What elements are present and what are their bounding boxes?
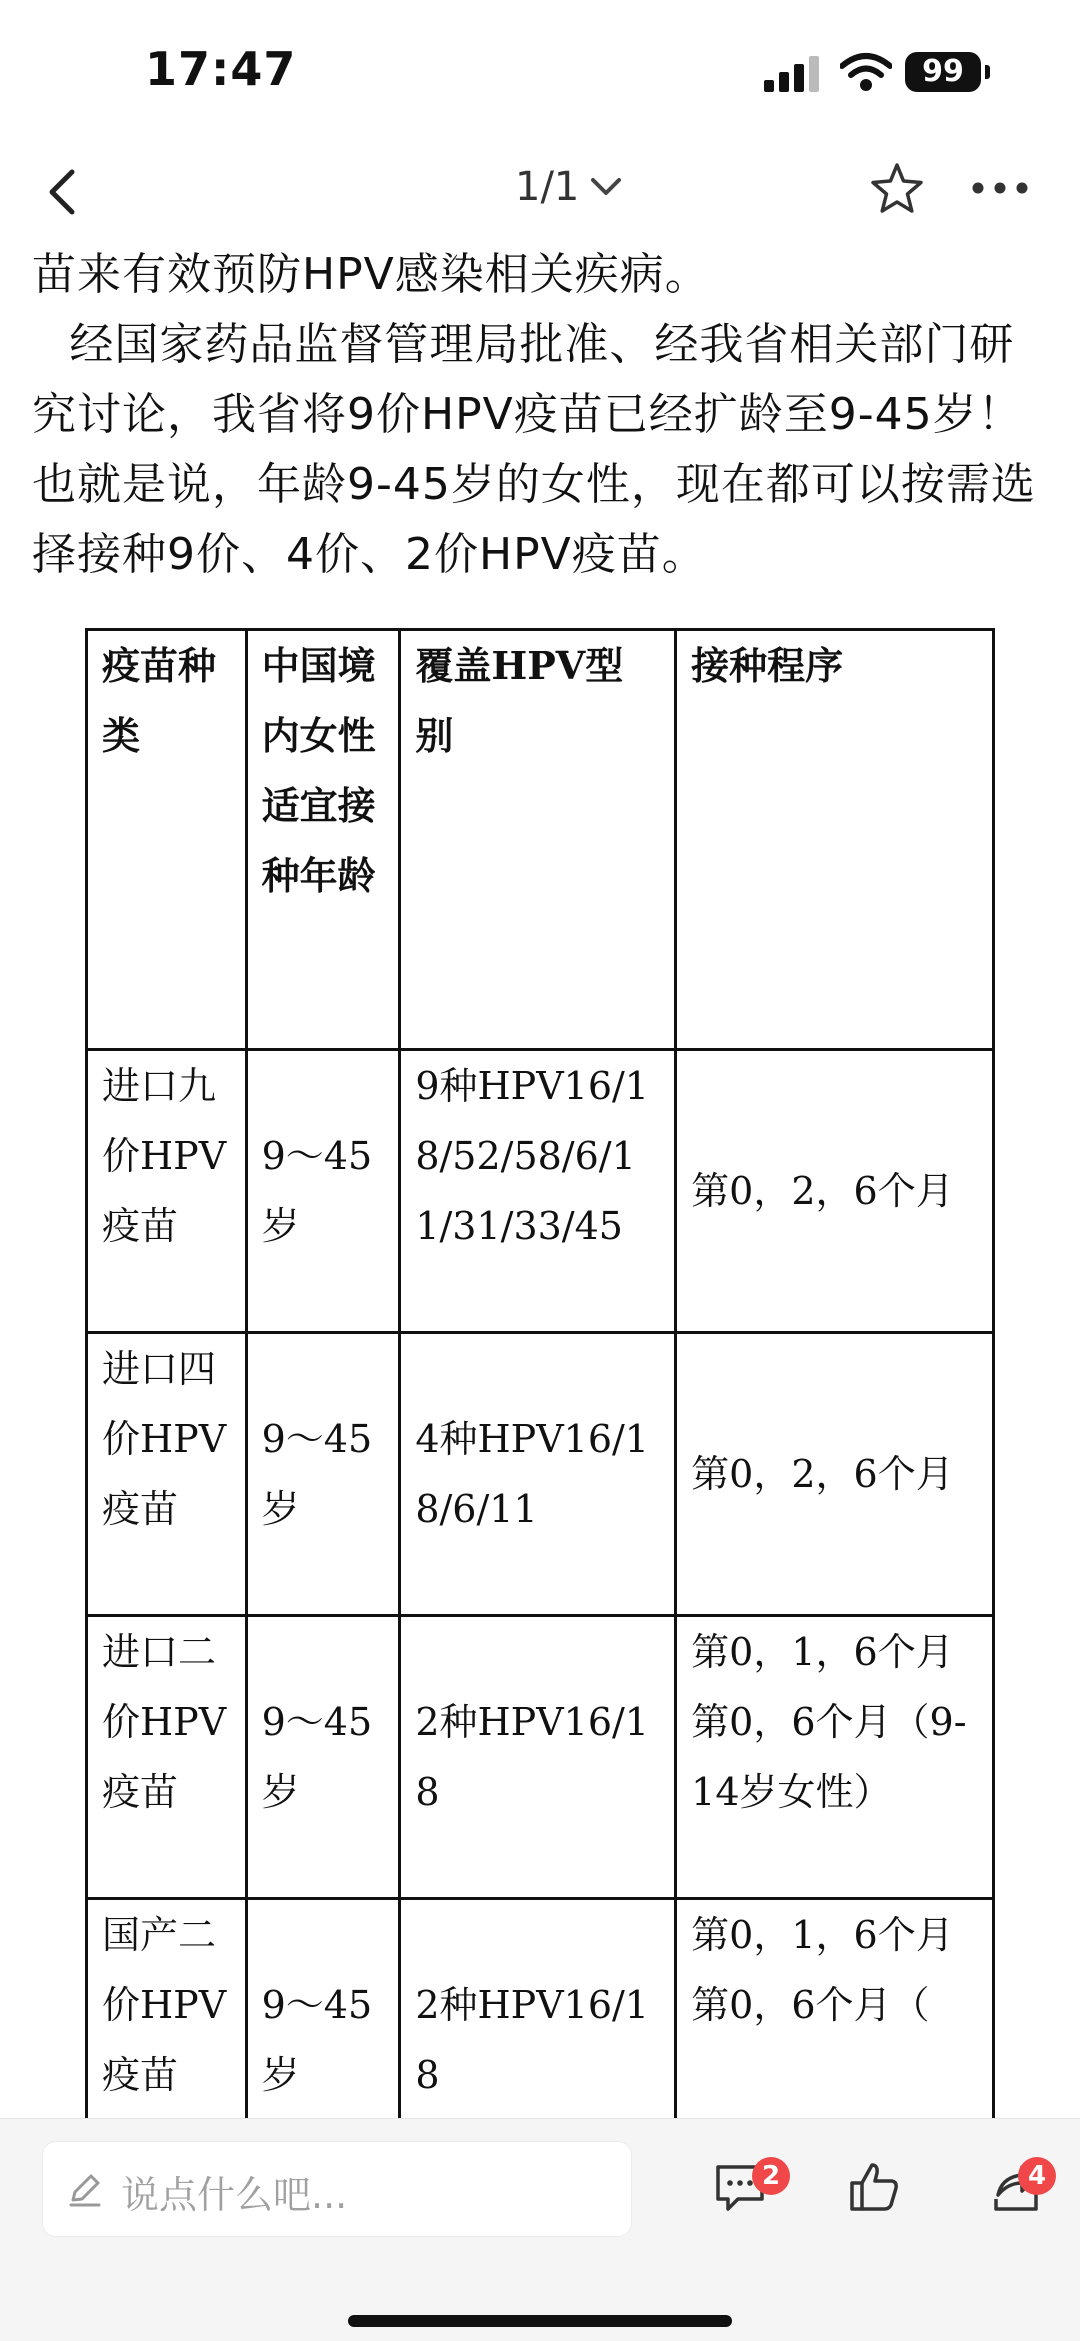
status-bar: [0, 0, 1080, 140]
comment-input[interactable]: [42, 2141, 632, 2237]
table-header: 疫苗种类: [87, 630, 247, 1050]
vaccine-table: [85, 628, 995, 2183]
coverage-cell: 4种HPV16/18/6/11: [400, 1333, 676, 1616]
pencil-icon: [65, 2170, 105, 2210]
vaccine-type-cell: 进口九价HPV疫苗: [87, 1050, 247, 1333]
nav-bar: [0, 150, 1080, 230]
wifi-icon: [840, 52, 892, 92]
table-header: 接种程序: [676, 630, 994, 1050]
age-cell: 9～45岁: [246, 1333, 400, 1616]
table-row: [87, 1050, 994, 1333]
vaccine-type-cell: 国产二价HPV疫苗: [87, 1899, 247, 2182]
article-paragraph: 经国家药品监督管理局批准、经我省相关部门研究讨论，我省将9价HPV疫苗已经扩龄至9-45岁！也就是说，年龄9-45岁的女性，现在都可以按需选择接种9价、4价、2价HPV疫苗。: [32, 319, 1036, 580]
schedule-cell: 第0，2，6个月: [676, 1333, 994, 1616]
battery-icon: [905, 52, 981, 92]
coverage-cell: 9种HPV16/18/52/58/6/11/31/33/45: [400, 1050, 676, 1333]
article-body: [32, 240, 1052, 590]
like-icon[interactable]: [842, 2155, 906, 2219]
table-header-row: [87, 630, 994, 1050]
age-cell: 9～45岁: [246, 1616, 400, 1899]
star-icon[interactable]: [868, 160, 926, 218]
home-indicator[interactable]: [348, 2315, 732, 2327]
schedule-cell: 第0，1，6个月第0，6个月（9-14岁女性）: [676, 1616, 994, 1899]
article-paragraph: 苗来有效预防HPV感染相关疾病。: [32, 249, 710, 300]
chevron-down-icon: [589, 175, 623, 199]
share-count-badge: 4: [1018, 2157, 1056, 2195]
vaccine-type-cell: 进口四价HPV疫苗: [87, 1333, 247, 1616]
age-cell: 9～45岁: [246, 1899, 400, 2182]
coverage-cell: 2种HPV16/18: [400, 1616, 676, 1899]
battery-level: 99: [905, 52, 981, 92]
age-cell: 9～45岁: [246, 1050, 400, 1333]
page-indicator[interactable]: [515, 164, 623, 210]
more-icon[interactable]: [970, 178, 1030, 198]
status-time: 17:47: [145, 42, 297, 96]
table-header: 中国境内女性适宜接种年龄: [246, 630, 400, 1050]
signal-icon: [764, 56, 820, 92]
comment-count-badge: 2: [752, 2157, 790, 2195]
page-indicator-label: 1/1: [515, 164, 580, 210]
table-row: [87, 1333, 994, 1616]
back-icon[interactable]: [40, 164, 90, 220]
table-header: 覆盖HPV型别: [400, 630, 676, 1050]
table-row: [87, 1616, 994, 1899]
bottom-action-bar: [0, 2118, 1080, 2341]
vaccine-type-cell: 进口二价HPV疫苗: [87, 1616, 247, 1899]
coverage-cell: 2种HPV16/18: [400, 1899, 676, 2182]
comment-placeholder: 说点什么吧...: [121, 2173, 348, 2217]
schedule-cell: 第0，2，6个月: [676, 1050, 994, 1333]
schedule-cell: 第0，1，6个月第0，6个月（: [676, 1899, 994, 2182]
